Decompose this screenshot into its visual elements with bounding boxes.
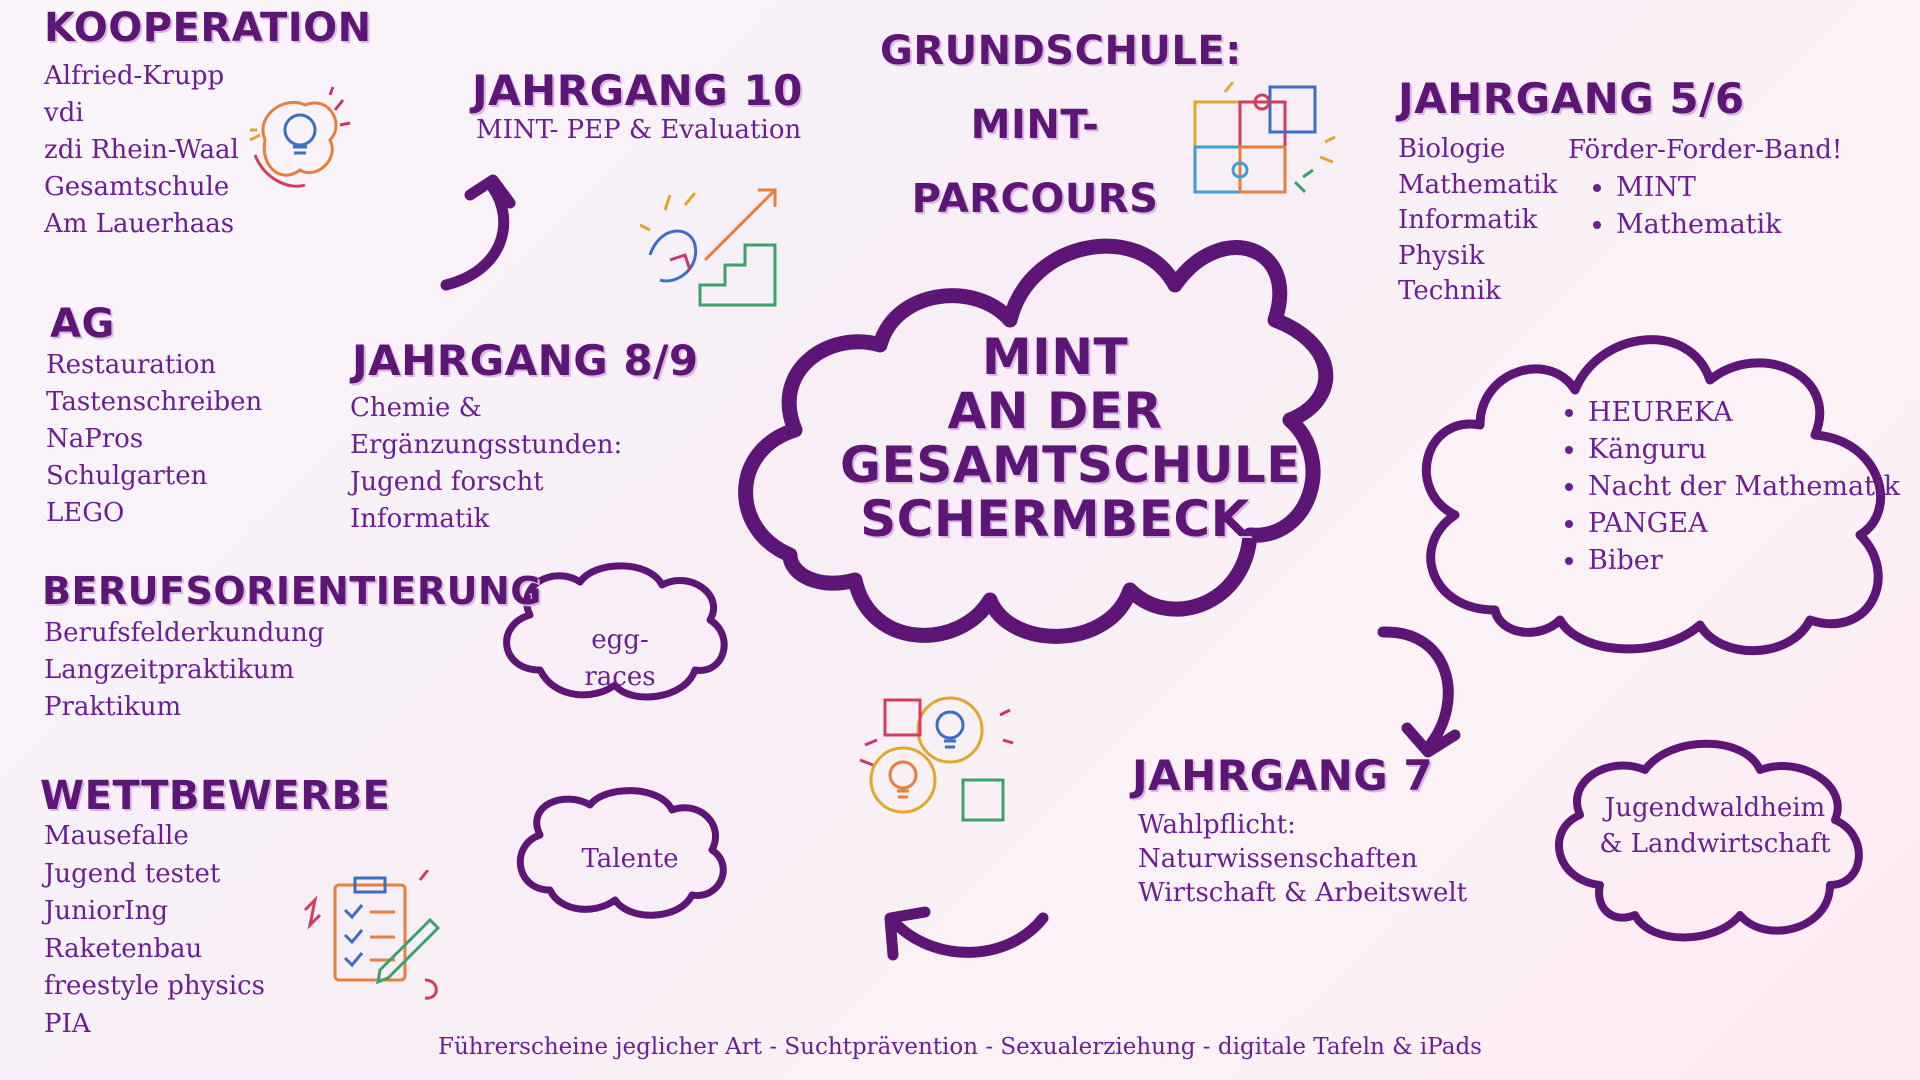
lightbulb-brain-icon bbox=[245, 85, 355, 200]
center-line: SCHERMBECK bbox=[860, 490, 1250, 548]
grundschule-line: GRUNDSCHULE: bbox=[880, 28, 1242, 74]
jahrgang10-heading: JAHRGANG 10 bbox=[472, 66, 803, 115]
list-item: Technik bbox=[1398, 276, 1501, 306]
list-item: Chemie & bbox=[350, 393, 482, 423]
waldheim-line: Jugendwaldheim bbox=[1604, 793, 1826, 823]
kooperation-list bbox=[44, 58, 239, 243]
list-item: Informatik bbox=[350, 504, 490, 534]
list-item: Wirtschaft & Arbeitswelt bbox=[1138, 878, 1468, 908]
list-item: NaPros bbox=[46, 424, 144, 454]
foerderband-title: Förder-Forder-Band! bbox=[1568, 135, 1843, 165]
list-item: • PANGEA bbox=[1588, 505, 1900, 542]
growth-steps-icon bbox=[640, 185, 785, 310]
foerderband-block bbox=[1568, 132, 1842, 243]
ag-heading: AG bbox=[50, 301, 115, 347]
berufsorientierung-list bbox=[44, 615, 324, 726]
waldheim-label bbox=[1580, 790, 1850, 862]
list-item: Am Lauerhaas bbox=[44, 209, 235, 239]
jahrgang7-list bbox=[1138, 808, 1467, 910]
grundschule-heading bbox=[880, 14, 1242, 236]
puzzle-icon bbox=[1185, 82, 1340, 212]
jahrgang89-list bbox=[350, 390, 622, 538]
center-title bbox=[840, 328, 1301, 548]
grundschule-line: MINT- bbox=[970, 102, 1100, 148]
talente-label: Talente bbox=[581, 844, 679, 874]
kooperation-heading: KOOPERATION bbox=[44, 5, 372, 51]
grundschule-line: PARCOURS bbox=[911, 176, 1159, 222]
center-line: MINT bbox=[981, 328, 1129, 386]
list-item: vdi bbox=[44, 98, 84, 128]
list-item: Informatik bbox=[1398, 205, 1538, 235]
arrow-left bbox=[890, 912, 1043, 955]
list-item: Mausefalle bbox=[44, 821, 189, 851]
list-item: Raketenbau bbox=[44, 933, 203, 964]
arrow-up bbox=[446, 180, 510, 285]
list-item: Gesamtschule bbox=[44, 172, 230, 202]
eggraces-label: egg-races bbox=[584, 625, 656, 692]
idea-lightbulbs-icon bbox=[855, 685, 1015, 830]
list-item: Jugend forscht bbox=[350, 467, 544, 497]
wettbewerbe-list bbox=[44, 818, 265, 1043]
list-item: Praktikum bbox=[44, 692, 182, 722]
list-item: Physik bbox=[1398, 240, 1485, 271]
list-item: LEGO bbox=[46, 498, 125, 528]
list-item: • MINT bbox=[1616, 169, 1842, 206]
list-item: Naturwissenschaften bbox=[1138, 844, 1418, 874]
list-item: Ergänzungsstunden: bbox=[350, 430, 623, 460]
list-item: Schulgarten bbox=[46, 461, 208, 491]
list-item: freestyle physics bbox=[44, 971, 265, 1001]
jahrgang56-subjects bbox=[1398, 132, 1557, 310]
list-item: JuniorIng bbox=[44, 896, 168, 926]
list-item: Jugend testet bbox=[44, 858, 221, 889]
list-item: • Känguru bbox=[1588, 431, 1900, 468]
list-item: Mathematik bbox=[1398, 169, 1558, 200]
checklist-clipboard-icon bbox=[300, 870, 445, 1005]
waldheim-line: & Landwirtschaft bbox=[1599, 829, 1831, 859]
list-item: • Mathematik bbox=[1616, 206, 1842, 243]
list-item: Biologie bbox=[1398, 134, 1506, 164]
list-item: Berufsfelderkundung bbox=[44, 618, 325, 648]
list-item: Restauration bbox=[46, 350, 217, 380]
list-item: • Nacht der Mathematik bbox=[1588, 468, 1900, 505]
list-item: PIA bbox=[44, 1008, 91, 1039]
wettbewerbe-heading: WETTBEWERBE bbox=[40, 773, 391, 819]
berufsorientierung-heading: BERUFSORIENTIERUNG bbox=[42, 569, 542, 613]
list-item: • Biber bbox=[1588, 542, 1900, 579]
list-item: Langzeitpraktikum bbox=[44, 655, 295, 685]
list-item: • HEUREKA bbox=[1588, 394, 1900, 431]
ag-list bbox=[46, 347, 262, 532]
jahrgang7-heading: JAHRGANG 7 bbox=[1132, 751, 1434, 800]
contests-list bbox=[1546, 394, 1900, 579]
footer-text: Führerscheine jeglicher Art - Suchtprävention - Sexualerziehung - digitale Tafeln & iPads bbox=[438, 1034, 1482, 1060]
jahrgang56-heading: JAHRGANG 5/6 bbox=[1398, 74, 1745, 123]
list-item: Alfried-Krupp bbox=[44, 61, 225, 91]
list-item: zdi Rhein-Waal bbox=[44, 135, 239, 165]
jahrgang89-heading: JAHRGANG 8/9 bbox=[352, 336, 699, 385]
center-line: GESAMTSCHULE bbox=[840, 436, 1301, 494]
center-line: AN DER bbox=[947, 382, 1163, 440]
jahrgang10-text: MINT- PEP & Evaluation bbox=[476, 115, 802, 145]
list-item: Tastenschreiben bbox=[46, 387, 263, 417]
foerderband-list bbox=[1568, 169, 1842, 243]
list-item: Wahlpflicht: bbox=[1138, 810, 1296, 840]
arrow-down-right bbox=[1383, 632, 1455, 752]
